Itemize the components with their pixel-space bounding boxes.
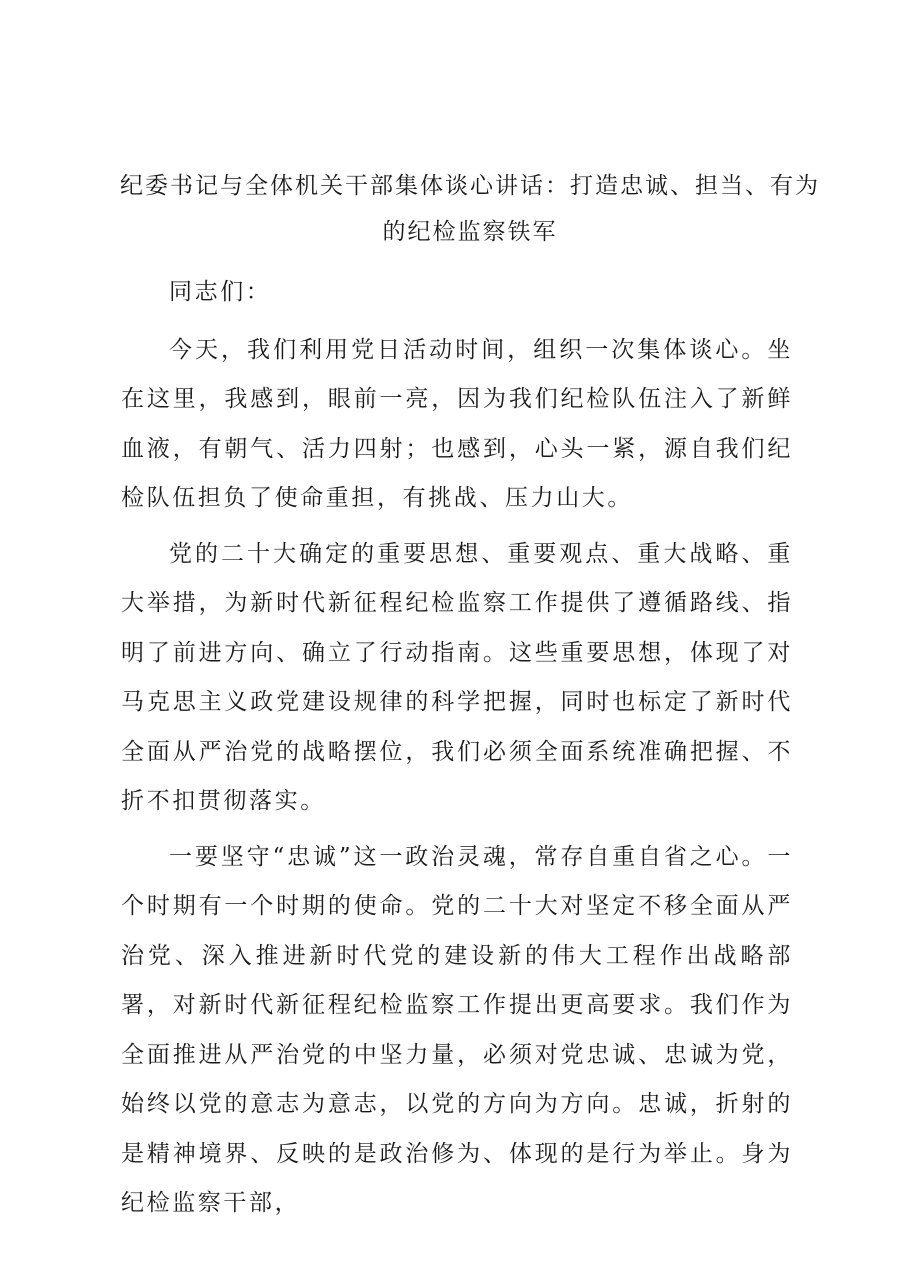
paragraph-2: 党的二十大确定的重要思想、重要观点、重大战略、重大举措，为新时代新征程纪检监察工作提供了遵循路线、指明了前进方向、确立了行动指南。这些重要思想，体现了对马克思主义政党建设规律的科学把握，同时也标定了新时代全面从严治党的战略摆位，我们必须全面系统准确把握、不折不扣贯彻落实。 — [121, 540, 793, 814]
document-body — [121, 268, 793, 1229]
salutation: 同志们： — [169, 279, 272, 305]
document-title: 纪委书记与全体机关干部集体谈心讲话：打造忠诚、担当、有为的纪检监察铁军 — [120, 173, 820, 245]
paragraph-3: 一要坚守“忠诚”这一政治灵魂，常存自重自省之心。一个时期有一个时期的使命。党的二十大对坚定不移全面从严治党、深入推进新时代党的建设新的伟大工程作出战略部署，对新时代新征程纪检监察工作提出更高要求。我们作为全面推进从严治党的中坚力量，必须对党忠诚、忠诚为党，始终以党的意志为意志，以党的方向为方向。忠诚，折射的是精神境界、反映的是政治修为、体现的是行为举止。身为纪检监察干部， — [121, 843, 793, 1216]
paragraph-1: 今天，我们利用党日活动时间，组织一次集体谈心。坐在这里，我感到，眼前一亮，因为我们纪检队伍注入了新鲜血液，有朝气、活力四射；也感到，心头一紧，源自我们纪检队伍担负了使命重担，有挑战、压力山大。 — [121, 336, 793, 511]
